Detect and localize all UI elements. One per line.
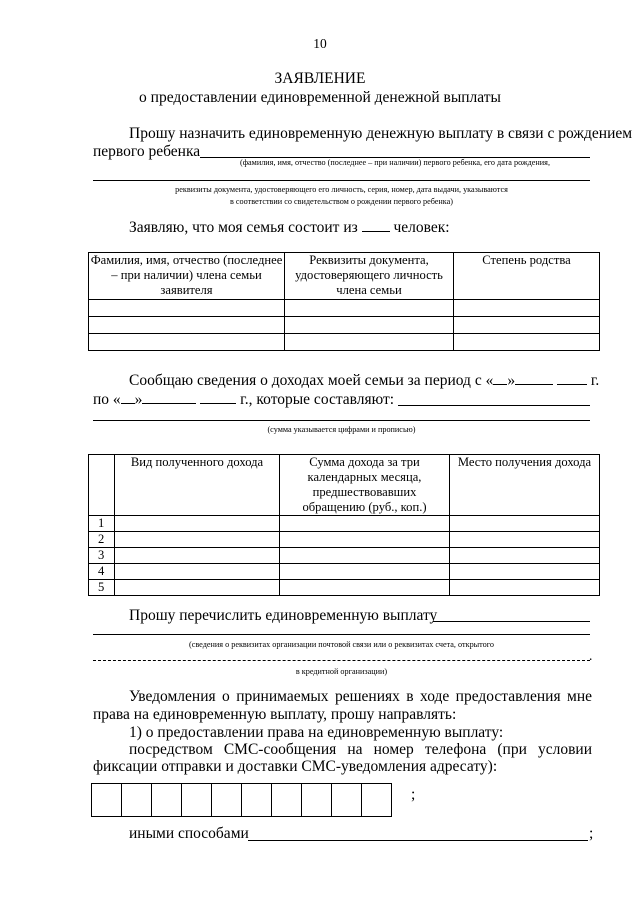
table-cell[interactable] [89, 317, 285, 334]
first-child-hint-3: в соответствии со свидетельством о рождении первого ребенка) [230, 197, 453, 206]
table-cell[interactable] [115, 532, 280, 548]
income-to-year-field[interactable] [200, 391, 236, 404]
family-statement-prefix: Заявляю, что моя семья состоит из [129, 219, 358, 236]
table-row [89, 548, 600, 564]
table-cell[interactable] [115, 564, 280, 580]
notification-item-1: 1) о предоставлении права на единовременную выплату: [129, 724, 504, 741]
table-cell[interactable] [285, 334, 454, 351]
first-child-field-2[interactable] [93, 180, 590, 181]
table-row [89, 564, 600, 580]
table-row [89, 532, 600, 548]
income-col-place: Место получения дохода [450, 455, 600, 516]
income-total-hint: (сумма указывается цифрами и прописью) [267, 425, 416, 434]
table-cell[interactable] [280, 564, 450, 580]
other-methods-label: иными способами [129, 825, 249, 842]
family-statement-suffix: человек: [393, 219, 450, 236]
table-row [89, 300, 600, 317]
income-period-from-suffix: г. [590, 372, 600, 389]
first-child-hint-2: реквизиты документа, удостоверяющего его личность, серия, номер, дата выдачи, указываются [175, 185, 508, 194]
table-cell[interactable] [454, 300, 600, 317]
phone-digit-box[interactable] [241, 783, 272, 817]
income-total-field[interactable] [398, 405, 590, 406]
income-period-from-prefix: Сообщаю сведения о доходах моей семьи за период с « [129, 372, 494, 389]
family-col-document: Реквизиты документа, удостоверяющего личность члена семьи [285, 253, 454, 300]
family-table [88, 252, 600, 351]
document-title: ЗАЯВЛЕНИЕ [274, 70, 366, 87]
table-row [89, 317, 600, 334]
transfer-field[interactable] [433, 621, 590, 622]
other-methods-field[interactable] [248, 840, 588, 841]
phone-digit-box[interactable] [301, 783, 332, 817]
row-number: 5 [89, 580, 115, 596]
notification-line-2: права на единовременную выплату, прошу направлять: [93, 706, 457, 723]
table-cell[interactable] [115, 516, 280, 532]
phone-digit-box[interactable] [151, 783, 182, 817]
table-cell[interactable] [115, 548, 280, 564]
table-cell[interactable] [89, 300, 285, 317]
income-period-to-suffix: г., которые составляют: [240, 391, 395, 408]
transfer-hint-1: (сведения о реквизитах организации почтовой связи или о реквизитах счета, открытого [189, 640, 494, 649]
table-row [89, 334, 600, 351]
document-subtitle: о предоставлении единовременной денежной выплаты [139, 89, 501, 106]
row-number: 2 [89, 532, 115, 548]
income-total-field-2[interactable] [93, 420, 590, 421]
sms-line-2: фиксации отправки и доставки СМС-уведомления адресату): [93, 758, 498, 775]
table-cell[interactable] [454, 317, 600, 334]
income-to-day-field[interactable] [121, 391, 135, 404]
income-col-type: Вид полученного дохода [115, 455, 280, 516]
transfer-line: Прошу перечислить единовременную выплату [129, 607, 438, 624]
table-cell[interactable] [280, 532, 450, 548]
row-number: 1 [89, 516, 115, 532]
phone-digit-box[interactable] [211, 783, 242, 817]
phone-digit-box[interactable] [361, 783, 392, 817]
family-col-name: Фамилия, имя, отчество (последнее – при наличии) члена семьи заявителя [89, 253, 285, 300]
income-col-amount: Сумма дохода за три календарных месяца, предшествовавших обращению (руб., коп.) [280, 455, 450, 516]
phone-number-boxes [91, 783, 391, 817]
income-table [88, 454, 600, 596]
table-cell[interactable] [450, 532, 600, 548]
family-col-relation: Степень родства [454, 253, 600, 300]
income-period-to-mid: » [134, 391, 143, 408]
phone-semicolon: ; [411, 786, 416, 803]
other-methods-semicolon: ; [589, 825, 594, 842]
first-child-hint-1: (фамилия, имя, отчество (последнее – при наличии) первого ребенка, его дата рождения, [239, 158, 550, 167]
income-to-month-field[interactable] [142, 391, 196, 404]
phone-digit-box[interactable] [121, 783, 152, 817]
table-cell[interactable] [280, 580, 450, 596]
page-number: 10 [313, 36, 327, 51]
table-cell[interactable] [89, 334, 285, 351]
income-line-1 [129, 372, 599, 390]
row-number: 4 [89, 564, 115, 580]
income-from-month-field[interactable] [515, 372, 553, 385]
table-cell[interactable] [285, 317, 454, 334]
family-statement [129, 219, 450, 237]
phone-digit-box[interactable] [181, 783, 212, 817]
transfer-field-3[interactable] [93, 660, 590, 661]
transfer-hint-2: в кредитной организации) [295, 667, 388, 676]
request-line: Прошу назначить единовременную денежную выплату в связи с рождением [129, 125, 633, 142]
transfer-field-2[interactable] [93, 634, 590, 635]
table-cell[interactable] [285, 300, 454, 317]
notification-line-1: Уведомления о принимаемых решениях в ходе предоставления мне [129, 688, 592, 705]
income-period-from-mid: » [507, 372, 516, 389]
request-first-child-label: первого ребенка [93, 143, 201, 160]
income-col-number [89, 455, 115, 516]
sms-line-1: посредством СМС-сообщения на номер телефона (при условии [129, 741, 592, 758]
table-cell[interactable] [454, 334, 600, 351]
table-cell[interactable] [450, 564, 600, 580]
table-cell[interactable] [280, 548, 450, 564]
table-row [89, 580, 600, 596]
phone-digit-box[interactable] [91, 783, 122, 817]
income-period-to-prefix: по « [93, 391, 121, 408]
phone-digit-box[interactable] [271, 783, 302, 817]
table-cell[interactable] [280, 516, 450, 532]
table-cell[interactable] [450, 516, 600, 532]
phone-digit-box[interactable] [331, 783, 362, 817]
table-cell[interactable] [450, 580, 600, 596]
income-from-year-field[interactable] [557, 372, 587, 385]
family-count-field[interactable] [362, 219, 390, 232]
table-cell[interactable] [115, 580, 280, 596]
table-cell[interactable] [450, 548, 600, 564]
row-number: 3 [89, 548, 115, 564]
transfer-period: . [589, 648, 593, 663]
table-row [89, 516, 600, 532]
income-from-day-field[interactable] [493, 372, 507, 385]
income-line-2 [93, 391, 394, 409]
